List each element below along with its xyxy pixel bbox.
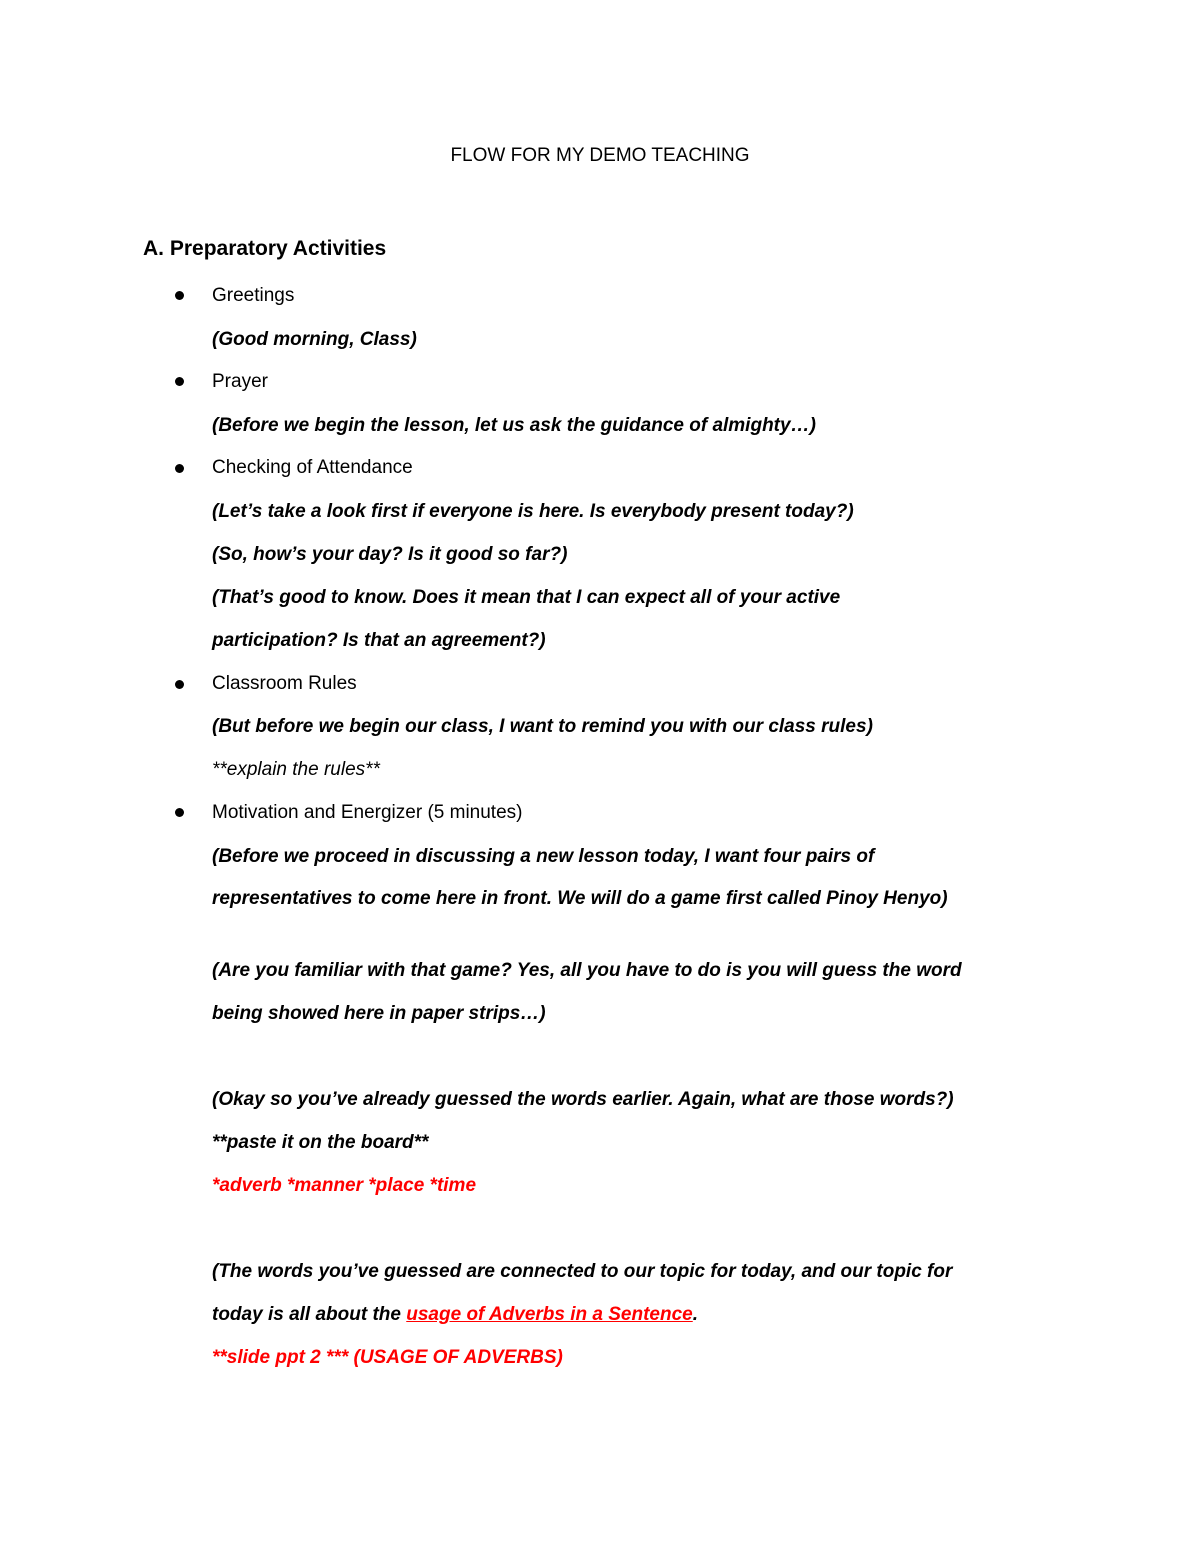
section-heading: A. Preparatory Activities (143, 237, 387, 260)
topic-suffix: . (692, 1304, 699, 1325)
activity-greetings: Greetings (212, 285, 295, 306)
motivation-script-2a: (Are you familiar with that game? Yes, all you have to do is you will guess the word (212, 960, 962, 981)
attendance-script-1: (Let’s take a look first if everyone is here. Is everybody present today?) (212, 501, 854, 522)
board-note: **paste it on the board** (212, 1132, 429, 1153)
attendance-script-2: (So, how’s your day? Is it good so far?) (212, 544, 568, 565)
slide-note: **slide ppt 2 *** (USAGE OF ADVERBS) (212, 1347, 563, 1368)
motivation-script-2b: being showed here in paper strips…) (212, 1003, 546, 1024)
greetings-script: (Good morning, Class) (212, 329, 417, 350)
motivation-script-1b: representatives to come here in front. We will do a game first called Pinoy Henyo) (212, 888, 948, 909)
motivation-script-3: (Okay so you’ve already guessed the words earlier. Again, what are those words?) (212, 1089, 954, 1110)
topic-highlight: usage of Adverbs in a Sentence (406, 1304, 693, 1325)
bullet-icon (175, 464, 184, 473)
activity-classroom-rules: Classroom Rules (212, 673, 357, 694)
activity-attendance: Checking of Attendance (212, 457, 413, 478)
activity-prayer: Prayer (212, 371, 268, 392)
motivation-script-4b (212, 1302, 698, 1328)
bullet-icon (175, 377, 184, 386)
motivation-script-4a: (The words you’ve guessed are connected to our topic for today, and our topic for (212, 1261, 953, 1282)
attendance-script-3b: participation? Is that an agreement?) (212, 630, 546, 651)
document-title: FLOW FOR MY DEMO TEACHING (450, 145, 750, 166)
motivation-script-1a: (Before we proceed in discussing a new lesson today, I want four pairs of (212, 846, 875, 867)
bullet-icon (175, 680, 184, 689)
prayer-script: (Before we begin the lesson, let us ask the guidance of almighty…) (212, 415, 816, 436)
rules-note: **explain the rules** (212, 759, 380, 780)
bullet-icon (175, 808, 184, 817)
activity-motivation: Motivation and Energizer (5 minutes) (212, 802, 523, 823)
attendance-script-3a: (That’s good to know. Does it mean that I can expect all of your active (212, 587, 841, 608)
bullet-icon (175, 291, 184, 300)
rules-script: (But before we begin our class, I want to remind you with our class rules) (212, 716, 873, 737)
guessed-words: *adverb *manner *place *time (212, 1175, 477, 1196)
topic-prefix: today is all about the (212, 1304, 407, 1325)
